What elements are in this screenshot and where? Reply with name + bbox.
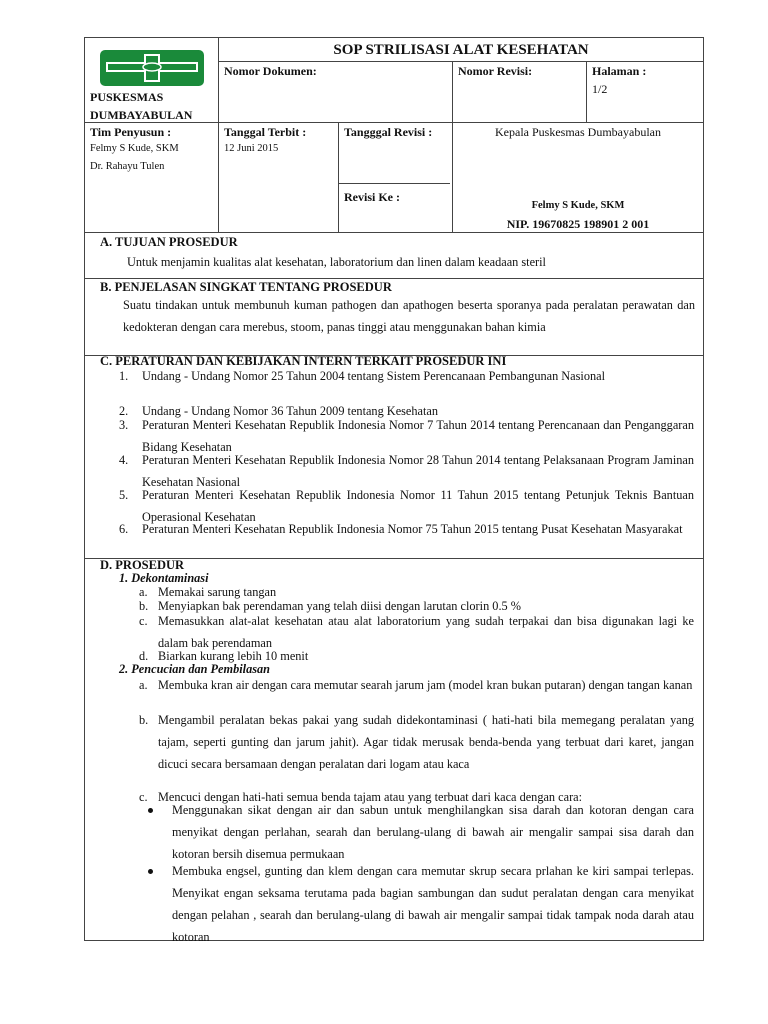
section-a-heading: A. TUJUAN PROSEDUR <box>100 235 238 249</box>
col-divider-4 <box>586 61 587 123</box>
step-text: Biarkan kurang lebih 10 menit <box>158 649 309 663</box>
head-title: Kepala Puskesmas Dumbayabulan <box>495 125 661 139</box>
regulation-item: Peraturan Menteri Kesehatan Republik Indonesia Nomor 11 Tahun 2015 tentang Petunjuk Teknis Bantuan Operasional Kesehatan <box>142 488 694 524</box>
section-a-text: Untuk menjamin kualitas alat kesehatan, laboratorium dan linen dalam keadaan steril <box>127 255 546 269</box>
regulation-item: Peraturan Menteri Kesehatan Republik Indonesia Nomor 7 Tahun 2014 tentang Perencanaan dan Penganggaran Bidang Kesehatan <box>142 418 694 454</box>
head-nip: NIP. 19670825 198901 2 001 <box>506 217 650 231</box>
section-b-heading: B. PENJELASAN SINGKAT TENTANG PROSEDUR <box>100 280 392 294</box>
revision-number-label: Nomor Revisi: <box>458 64 533 78</box>
revision-label: Revisi Ke : <box>344 190 400 204</box>
col-divider-2 <box>338 122 339 233</box>
border-right <box>703 37 704 941</box>
puskesmas-logo <box>98 48 206 88</box>
step-letter: c. <box>139 614 148 628</box>
org-name-line1: PUSKESMAS <box>90 90 164 104</box>
step-text: Menyiapkan bak perendaman yang telah diisi dengan larutan clorin 0.5 % <box>158 599 521 613</box>
step-text: Mencuci dengan hati-hati semua benda tajam atau yang terbuat dari kaca dengan cara: <box>158 790 583 804</box>
bullet-dot <box>148 869 153 874</box>
step-text: Memakai sarung tangan <box>158 585 277 599</box>
step-letter: b. <box>139 713 149 727</box>
bullet-text: Membuka engsel, gunting dan klem dengan cara memutar skrup secara prlahan ke kiri sampai terlepas. Menyikat engan seksama terutama pada bagian sambungan dan sudut peralatan dengan cara menyikat dengan pelahan , searah dan berulang-ulang di bawah air mengalir sampai tidak tampak noda darah atau kotoran <box>172 864 694 944</box>
step-letter: a. <box>139 585 148 599</box>
border-top <box>84 37 704 38</box>
team-label: Tim Penyusun : <box>90 125 172 139</box>
regulation-number: 4. <box>119 453 129 467</box>
page-value: 1/2 <box>592 82 608 96</box>
regulation-number: 1. <box>119 369 129 383</box>
section-c-heading: C. PERATURAN DAN KEBIJAKAN INTERN TERKAIT PROSEDUR INI <box>100 354 507 368</box>
doc-number-label: Nomor Dokumen: <box>224 64 317 78</box>
team-member-2: Dr. Rahayu Tulen <box>90 161 165 172</box>
bullet-dot <box>148 808 153 813</box>
step-letter: d. <box>139 649 149 663</box>
regulation-item: Peraturan Menteri Kesehatan Republik Indonesia Nomor 28 Tahun 2014 tentang Pelaksanaan Program Jaminan Kesehatan Nasional <box>142 453 694 489</box>
regulation-item: Undang - Undang Nomor 36 Tahun 2009 tentang Kesehatan <box>142 404 439 418</box>
team-member-1: Felmy S Kude, SKM <box>90 143 179 154</box>
document-title: SOP STRILISASI ALAT KESEHATAN <box>333 42 589 58</box>
line-revisi <box>338 183 450 184</box>
step-letter: c. <box>139 790 148 804</box>
regulation-number: 3. <box>119 418 129 432</box>
head-name: Felmy S Kude, SKM <box>531 200 625 211</box>
bullet-text: Menggunakan sikat dengan air dan sabun untuk menghilangkan sisa darah dan kotoran dengan cara menyikat dengan perlahan, searah dan berulang-ulang di bawah air mengalir sampai sisa darah dan kotoran bersih disemua permukaan <box>172 803 694 861</box>
issued-date-label: Tanggal Terbit : <box>224 125 307 139</box>
regulation-item: Undang - Undang Nomor 25 Tahun 2004 tentang Sistem Perencanaan Pembangunan Nasional <box>142 369 606 383</box>
section-b-text: Suatu tindakan untuk membunuh kuman pathogen dan apathogen beserta sporanya pada peralatan perawatan dan kedokteran dengan cara merebus, stoom, panas tinggi atau menggunakan bahan kimia <box>123 298 695 334</box>
col-divider-1 <box>218 37 219 233</box>
regulation-number: 2. <box>119 404 129 418</box>
section-d-heading: D. PROSEDUR <box>100 558 185 572</box>
issued-date-value: 12 Juni 2015 <box>224 143 279 154</box>
border-left <box>84 37 85 941</box>
subsection-2-title: 2. Pencucian dan Pembilasan <box>119 662 270 676</box>
revision-date-label: Tangggal Revisi : <box>344 125 433 139</box>
page-label: Halaman : <box>592 64 647 78</box>
regulation-number: 6. <box>119 522 129 536</box>
step-text: Memasukkan alat-alat kesehatan atau alat laboratorium yang sudah terpakai dan bisa digunakan lagi ke dalam bak perendaman <box>158 614 694 650</box>
step-letter: b. <box>139 599 149 613</box>
step-letter: a. <box>139 678 148 692</box>
subsection-1-title: 1. Dekontaminasi <box>119 571 209 585</box>
org-name-line2: DUMBAYABULAN <box>90 108 193 122</box>
regulation-item: Peraturan Menteri Kesehatan Republik Indonesia Nomor 75 Tahun 2015 tentang Pusat Kesehatan Masyarakat <box>142 522 683 536</box>
line-under-title <box>218 61 704 62</box>
line-under-header <box>84 232 704 233</box>
step-text: Mengambil peralatan bekas pakai yang sudah didekontaminasi ( hati-hati bila memegang peralatan yang tajam, seperti gunting dan jarum jahit). Agar tidak merusak benda-benda yang terbuat dari karet, jangan dicuci secara bersamaan dengan peralatan dari logam atau kaca <box>158 713 694 771</box>
regulation-number: 5. <box>119 488 129 502</box>
step-text: Membuka kran air dengan cara memutar searah jarum jam (model kran bukan putaran) dengan tangan kanan <box>158 678 693 692</box>
